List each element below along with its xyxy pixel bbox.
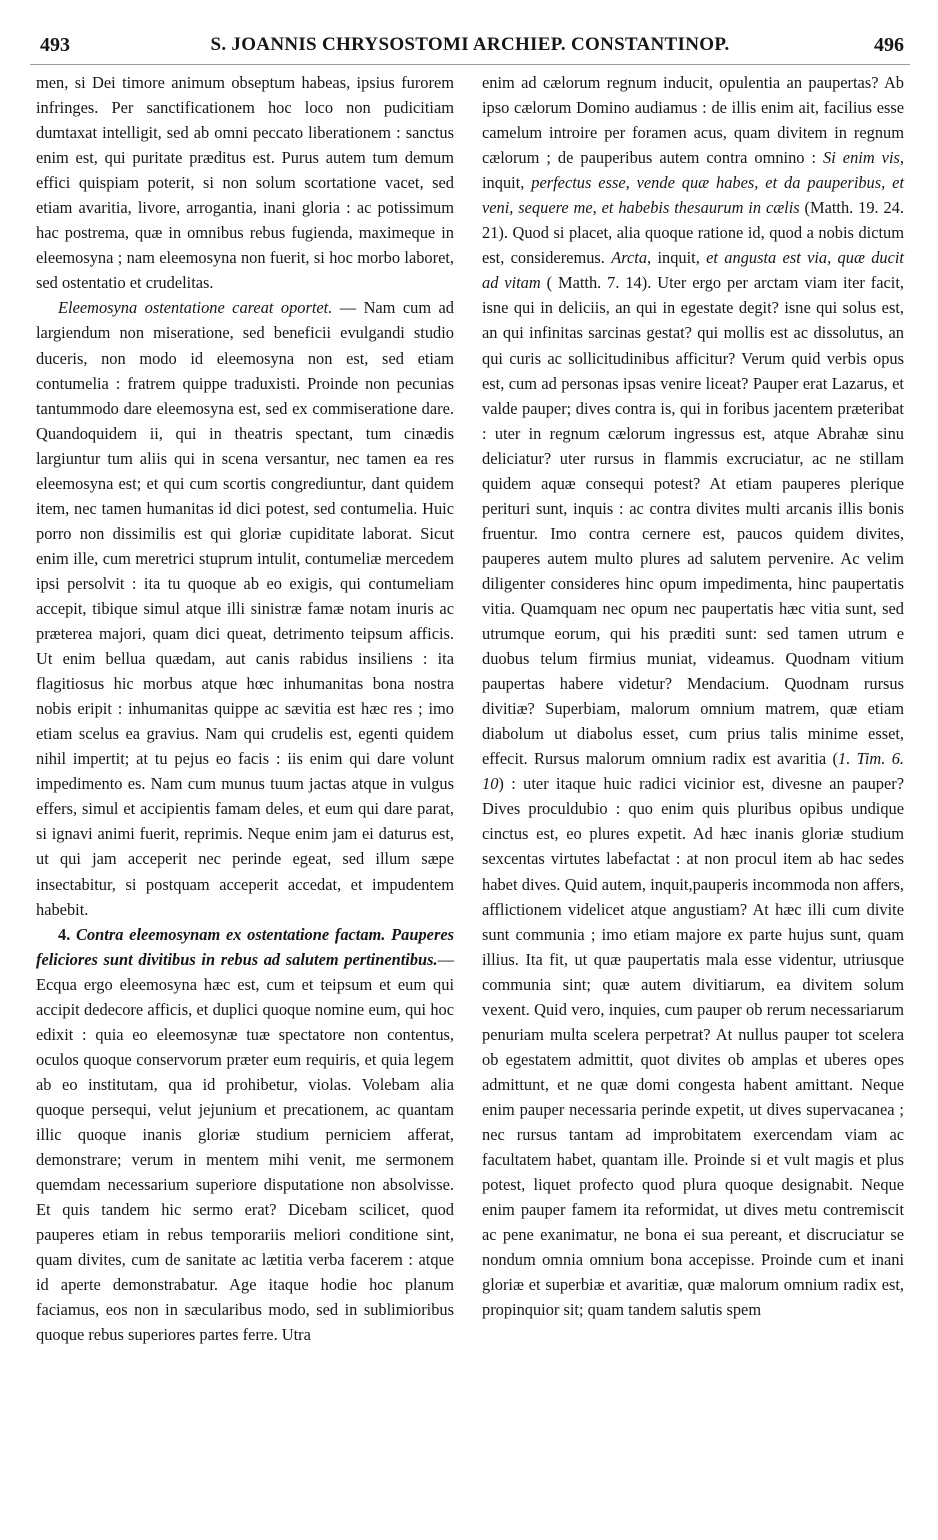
text-run: , inquit, xyxy=(482,148,904,193)
paragraph-3 xyxy=(36,922,454,1348)
page-number-right: 496 xyxy=(874,34,904,56)
section-heading: Contra eleemosynam ex ostentatione factam. Pauperes feliciores sunt divitibus in rebus ad salutem pertinentibus. xyxy=(36,924,454,969)
paragraph-continuation xyxy=(482,70,904,1322)
scripture-quote: et angusta est via, quæ ducit ad vitam xyxy=(482,248,904,293)
paragraph-1: men, si Dei timore animum obseptum habeas, ipsius furorem infringes. Per sanctificationem hoc loco non pudicitiam dumtaxat intelligit, sed ab omni peccato liberationem : sanctus enim est, qui puritate præditus est. Purus autem tum demum effici quispiam poterit, si non solum scortatione vacet, sed etiam avaritia, livore, arrogantia, inani gloria : ac potissimum hac postrema, quæ in omnibus rebus fugienda, maximeque in eleemosyna ; nam eleemosyna non fuerit, si hoc morbo laboret, sed ostentatio et crudelitas. xyxy=(36,73,454,293)
page-number-left: 493 xyxy=(40,34,70,56)
text-run: Quod si placet, alia quoque ratione id, quod a nobis dictum est, consideremus. xyxy=(482,223,905,268)
section-heading: Eleemosyna ostentatione careat oportet. xyxy=(58,298,333,318)
text-run: ) : uter itaque huic radici vicinior est, divesne an pauper? Dives proculdubio : quo enim quis pluribus opibus undique cinctus est, eo plures expetit. Ad hæc inanis gloriæ studium sexcentas virtutes labefactat : at non procul item ab hac sedes habet dives. Quid autem, inquit,pauperis incommoda non affers, afflictionem videlicet atque angustiam? At hæc illi cum divite sunt communia ; imo etiam majore ex parte hujus sunt, quam illius. Ita fit, ut quæ paupertatis mala esse videntur, utriusque communia sint; quæ autem divitiarum, ea divitem solum vexent. Quid vero, inquies, cum pauper ob rerum necessariarum penuriam multa scelera perpetrat? At nullus pauper tot scelera ob egestatem admittit, quot divites ob amplas et uberes opes admittunt, et ne quæ domi congesta habent amittant. Neque enim pauper necessaria perinde expetit, ut dives supervacanea ; nec rursus tantam ad improbitatem exercendam viam ac facultatem habet, quantam ille. Proinde si et vult magis et plus potest, liquet profecto quod plura quoque designabit. Neque enim pauper famem ita reformidat, ut dives metu contremiscit ac pene exanimatur, ne bona ei sua pereant, et discruciatur se nondum omnia omnium bona accepisse. Proinde cum et inani gloriæ et superbiæ et avaritiæ, quæ malorum omnium radix est, propinquior sit; quam tandem salutis spem xyxy=(482,774,904,1320)
scripture-quote: Si enim vis xyxy=(823,148,900,168)
page-header xyxy=(30,28,910,65)
citation: ( Matth. 7. 14). xyxy=(540,273,658,293)
scripture-quote: perfectus esse, vende quæ habes, et da pauperibus, et veni, sequere me, et habebis thesaurum in cælis xyxy=(482,173,904,218)
paragraph-2 xyxy=(36,295,454,921)
paragraph-text: —Ecqua ergo eleemosyna hæc est, cum et teipsum et eum qui accipit dedecore afficis, et duplici quoque nomine eum, qui hoc edixit : quia eo eleemosynæ tuæ spectatore non contentus, oculos quoque conservorum præter eum requiris, et quia legem ab eo institutam, qua id prohibetur, violas. Volebam alia quoque persequi, velut jejunium et precationem, ac quantam illic quoque inanis gloriæ studium perniciem afferat, demonstrare; verum in mentem mihi venit, me sermonem quemdam necessarium superiore disputatione non absolvisse. Et quis tandem hic sermo erat? Dicebam scilicet, quod pauperes etiam in rebus temporariis meliori conditione sint, quam divites, cum de sanitate ac lætitia verba facerem : atque id aperte demonstrabatur. Age itaque hodie hoc planum faciamus, eos non in sæcularibus modo, sed in sublimioribus quoque rebus superiores partes ferre. Utra xyxy=(36,949,454,1345)
scripture-quote: Arcta xyxy=(611,248,648,268)
left-column xyxy=(36,70,454,1347)
text-run: enim ad cælorum regnum inducit, opulentia an paupertas? Ab ipso cælorum Domino audiamus : de illis enim ait, facilius esse camelum introire per foramen acus, quam divitem in regnum cælorum ; de pauperibus autem contra omnino : xyxy=(482,73,904,168)
citation: (Matth. 19. 24. 21). xyxy=(482,198,905,243)
text-run: Uter ergo per arctam viam iter facit, isne qui in deliciis, an qui in egestate degit? isne qui solus est, an qui infinitas sarcinas gestat? qui mollis est ac dissolutus, an qui curis ac sollicitudinibus afficitur? Verum quid verbis opus est, cum ad personas ipsas venire liceat? Pauper erat Lazarus, et valde pauper; dives contra is, qui in foribus jacentem præteribat : uter in regnum cælorum ingressus est, atque Abrahæ sinu deliciatur? uter rursus in flammis excruciatur, ac ne stillam quidem aquæ consequi potest? At etiam pauperes plerique perituri sunt, inquis : ac contra divites multi arcanis illis bonis fruentur. Imo contra cernere est, paucos quidem divites, pauperes autem multo plures ad salutem pervenire. Ac velim diligenter consideres hinc opum impedimenta, hinc paupertatis vitia. Quamquam nec opum nec paupertatis hæc vitia sunt, sed utrumque eorum, qui his præditi sunt: sed tamen utrum e duobus telum firmius muniat, videamus. Quodnam vitium paupertas habere videtur? Mendacium. Quodnam rursus divitiæ? Superbiam, malorum omnium matrem, quæ etiam diabolum ut diabolus esset, cum prius talis minime esset, effecit. Rursus malorum omnium radix est avaritia ( xyxy=(482,273,904,769)
right-column xyxy=(482,70,904,1322)
section-number: 4. xyxy=(58,924,71,944)
text-run: , inquit, xyxy=(647,248,707,268)
running-title: S. JOANNIS CHRYSOSTOMI ARCHIEP. CONSTANTINOP. xyxy=(210,34,730,55)
citation: 1. Tim. 6. 10 xyxy=(482,749,905,794)
paragraph-text: — Nam cum ad largiendum non miseratione, sed beneficii evulgandi studio duceris, non modo id eleemosyna non est, sed etiam contumelia : fratrem quippe traduxisti. Proinde non pecunias tantummodo dare eleemosyna est, sed ex commiseratione dare. Quandoquidem ii, qui in theatris spectant, tum cinædis largiuntur tum aliis qui in scena versantur, nec tamen ea res eleemosyna est; et qui cum scortis congrediuntur, dant quidem item, nec tamen humanitas id dici potest, sed contumelia. Huic porro non dissimilis est qui gloriæ cupiditate laborat. Sicut enim ille, cum meretrici stuprum intulit, contumeliæ mercedem ipsi persolvit : ita tu quoque ab eo exigis, qui contumeliam accepit, tibique simul atque illi sinistræ famæ notam inuris ac præterea majori, quam dici queat, detrimento teipsum afficis. Ut enim bellua quædam, aut canis rabidus insiliens : ita flagitiosus hic morbus atque hœc inhumanitas bona nostra nobis eripit : inhumanitas quippe ac sævitia est hæc res ; imo etiam scelus ea gravius. Nam qui crudelis est, egenti quidem nihil impertit; at tu pejus eo facis : iis enim qui dare volunt impedimento es. Nam cum munus tuum jactas atque in vulgus effers, simul et accipientis famam deles, et eum qui dare parat, si ignavi animi fuerit, reprimis. Neque enim jam ei daturus est, ut qui jam acceperit nec perinde egeat, sed illum sæpe insectabitur, si postquam acceperit accedat, et impudentem habebit. xyxy=(36,298,454,919)
